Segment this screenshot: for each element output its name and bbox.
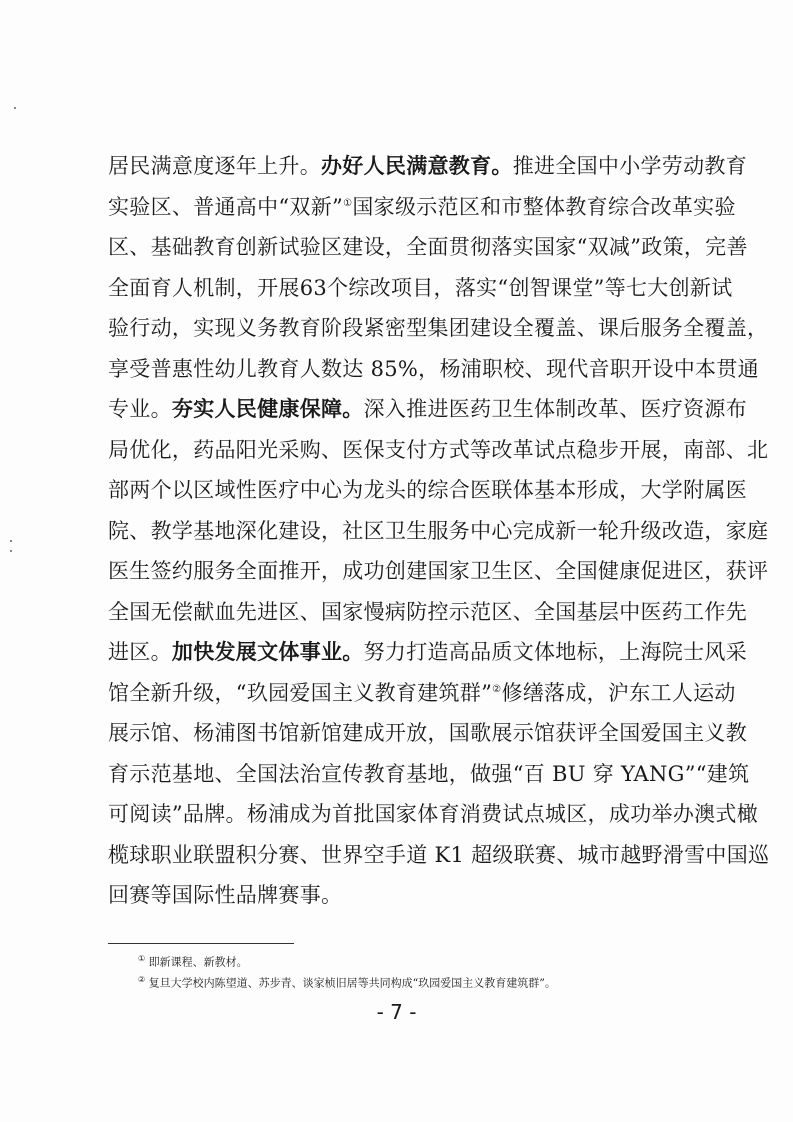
text-line: 全面育人机制，开展63个综改项目，落实“创智课堂”等七大创新试 xyxy=(108,275,733,300)
body-text xyxy=(108,146,770,916)
sentence: 修缮落成，沪东工人运动 xyxy=(501,680,736,705)
text-line xyxy=(108,673,736,714)
text-line: 全国无偿献血先进区、国家慢病防控示范区、全国基层中医药工作先 xyxy=(108,599,747,624)
scan-speck xyxy=(10,550,12,552)
footnote-text: 即新课程、新教材。 xyxy=(145,955,248,969)
sentence: 深入推进医药卫生体制改革、医疗资源布 xyxy=(363,397,748,421)
footnotes xyxy=(138,950,698,991)
page-number: - 7 - xyxy=(376,1000,417,1024)
section-heading-education: 办好人民满意教育。 xyxy=(321,153,513,178)
sentence: 努力打造高品质文体地标，上海院士风采 xyxy=(363,640,748,664)
sentence: 居民满意度逐年上升。 xyxy=(108,154,321,178)
sentence: 实验区、普通高中“双新” xyxy=(108,194,344,219)
sentence: 专业。 xyxy=(108,397,172,421)
section-heading-health: 夯实人民健康保障。 xyxy=(171,396,364,421)
scan-speck xyxy=(14,107,16,109)
text-line: 榄球职业联盟积分赛、世界空手道 K1 超级联赛、城市越野滑雪中国巡 xyxy=(108,842,770,867)
footnote-2 xyxy=(138,971,698,992)
text-line xyxy=(108,187,736,228)
sentence: 馆全新升级，“玖园爱国主义教育建筑群” xyxy=(108,680,493,705)
text-line: 院、教学基地深化建设，社区卫生服务中心完成新一轮升级改造，家庭 xyxy=(108,518,769,543)
text-line xyxy=(108,632,748,673)
footnote-1 xyxy=(138,950,698,971)
footnote-mark: ① xyxy=(138,954,146,963)
footnote-divider xyxy=(108,943,294,944)
footnote-mark: ② xyxy=(138,974,146,984)
text-line: 区、基础教育创新试验区建设，全面贯彻落实国家“双减”政策，完善 xyxy=(108,235,748,259)
footnote-text: 复旦大学校内陈望道、苏步青、谈家桢旧居等共同构成“玖园爱国主义教育建筑群”。 xyxy=(145,976,556,990)
text-line: 育示范基地、全国法治宣传教育基地，做强“百 BU 穿 YANG”“建筑 xyxy=(108,761,750,786)
text-line: 可阅读”品牌。杨浦成为首批国家体育消费试点城区，成功举办澳式橄 xyxy=(108,802,759,826)
sentence: 国家级示范区和市整体教育综合改革实验 xyxy=(352,194,736,219)
text-line: 医生签约服务全面推开，成功创建国家卫生区、全国健康促进区，获评 xyxy=(108,559,769,583)
text-line: 局优化，药品阳光采购、医保支付方式等改革试点稳步开展，南部、北 xyxy=(108,437,769,462)
scan-speck xyxy=(10,540,12,542)
footnote-reference: ① xyxy=(343,197,353,209)
sentence: 进区。 xyxy=(108,640,172,664)
text-line: 部两个以区域性医疗中心为龙头的综合医联体基本形成，大学附属医 xyxy=(108,478,747,502)
text-line: 验行动，实现义务教育阶段紧密型集团建设全覆盖、课后服务全覆盖， xyxy=(108,316,769,340)
text-line: 展示馆、杨浦图书馆新馆建成开放，国歌展示馆获评全国爱国主义教 xyxy=(108,721,747,745)
section-heading-culture-sports: 加快发展文体事业。 xyxy=(171,639,364,664)
text-line xyxy=(108,146,748,187)
sentence: 推进全国中小学劳动教育 xyxy=(512,154,748,178)
footnote-reference: ② xyxy=(492,683,502,695)
text-line: 回赛等国际性品牌赛事。 xyxy=(108,883,343,907)
text-line: 享受普惠性幼儿教育人数达 85%，杨浦职校、现代音职开设中本贯通 xyxy=(108,356,759,381)
text-line xyxy=(108,389,748,430)
